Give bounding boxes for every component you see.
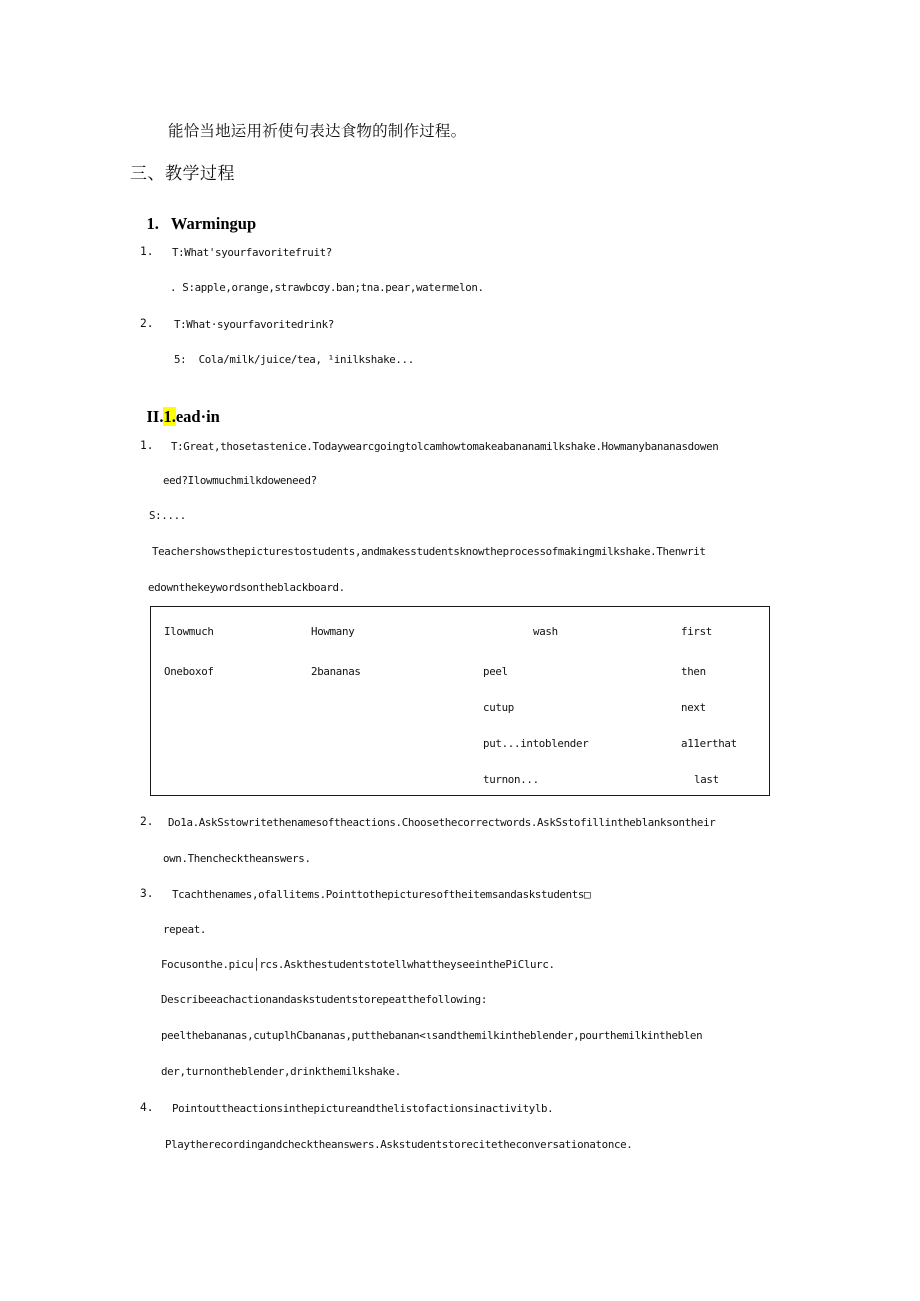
warming-up-item-text: 5: Cola/milk/juice/tea, ¹inilkshake... [174,353,414,366]
lead-in-heading-highlight: 1. [163,407,176,426]
post-table-item-text: Describeeachactionandaskstudentstorepeatthefollowing: [161,993,487,1006]
table-row: Oneboxof [164,665,214,678]
post-table-item-text: Tcachthenames,ofallitems.Pointtothepicturesoftheitemsandaskstudents□ [172,888,591,901]
table-header-cell: Howmany [311,625,355,638]
post-table-item-number: 3. [140,887,154,900]
lead-in-heading-prefix: II. [146,407,164,426]
lead-in-item-text: Teachershowsthepicturestostudents,andmakesstudentsknowtheprocessofmakingmilkshake.Thenwrit [152,545,706,558]
warming-up-item-number: 2. [140,317,154,330]
post-table-item-text: der,turnontheblender,drinkthemilkshake. [161,1065,401,1078]
warming-up-item-text: T:What·syourfavoritedrink? [174,318,334,331]
table-row: peel [483,665,508,678]
table-header-cell: wash [533,625,558,638]
objective-line: 能恰当地运用祈使句表达食物的制作过程。 [168,122,467,140]
table-row: 2bananas [311,665,361,678]
post-table-item-text: Focusonthe.picu│rcs.AskthestudentstotellwhattheyseeinthePiClurc. [161,958,555,971]
keyword-table [150,606,770,796]
post-table-item-text: Pointouttheactionsinthepictureandthelistofactionsinactivitylb. [172,1102,554,1115]
warming-up-item-number: 1. [140,245,154,258]
post-table-item-text: own.Thenchecktheanswers. [163,852,311,865]
post-table-item-text: repeat. [163,923,207,936]
warming-up-heading-number: 1. [146,214,159,233]
post-table-item-text: Playtherecordingandchecktheanswers.Askstudentstorecitetheconversationatonce. [165,1138,633,1151]
table-header-cell: Ilowmuch [164,625,214,638]
table-row: last [694,773,719,786]
table-row: turnon... [483,773,539,786]
warming-up-item-text: . S:apple,orange,strawbcσy.ban;tna.pear,watermelon. [170,281,484,294]
table-row: a11erthat [681,737,737,750]
lead-in-heading-suffix: ead·in [175,407,220,426]
lead-in-item-text: edownthekeywordsontheblackboard. [148,581,345,594]
section-heading-teaching-process: 三、教学过程 [130,164,235,184]
table-row: then [681,665,706,678]
post-table-item-text: peelthebananas,cutuplhCbananas,putthebanan<ιsandthemilkintheblender,pourthemilkintheblen [161,1029,703,1042]
table-row: cutup [483,701,515,714]
post-table-item-number: 4. [140,1101,154,1114]
lead-in-item-text: eed?Ilowmuchmilkdoweneed? [163,474,317,487]
warming-up-item-text: T:What'syourfavoritefruit? [172,246,332,259]
lead-in-item-text: S:.... [149,509,186,522]
table-row: next [681,701,706,714]
warming-up-heading-label: Warmingup [170,214,257,233]
post-table-item-text: Do1a.AskSstowritethenamesoftheactions.Choosethecorrectwords.AskSstofillintheblanksontheir [168,816,716,829]
table-header-cell: first [681,625,713,638]
post-table-item-number: 2. [140,815,154,828]
lead-in-item-number: 1. [140,439,154,452]
lead-in-heading [130,387,220,447]
table-row: put...intoblender [483,737,589,750]
lead-in-item-text: T:Great,thosetastenice.Todaywearcgoingtolcamhowtomakeabananamilkshake.Howmanybananasdowen [171,440,719,453]
